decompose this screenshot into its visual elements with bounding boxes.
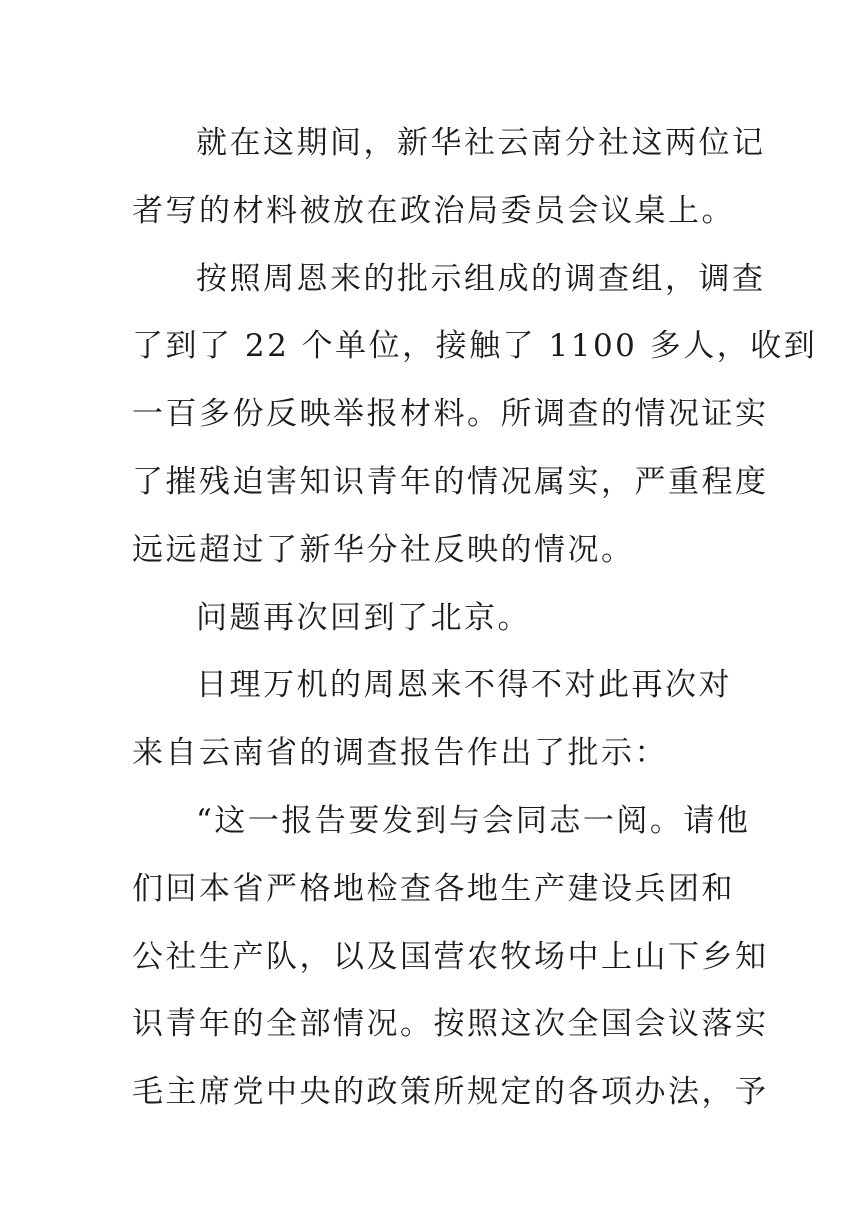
text-line: 来自云南省的调查报告作出了批示： bbox=[132, 735, 668, 772]
body-text bbox=[132, 110, 818, 1127]
text-line: 一百多份反映举报材料。所调查的情况证实 bbox=[132, 396, 769, 433]
text-line: 按照周恩来的批示组成的调查组，调查 bbox=[196, 260, 766, 297]
text-line: 识青年的全部情况。按照这次全国会议落实 bbox=[132, 1006, 769, 1043]
text-line: 毛主席党中央的政策所规定的各项办法，予 bbox=[132, 1074, 769, 1111]
text-line: 日理万机的周恩来不得不对此再次对 bbox=[196, 667, 732, 704]
text-line: 了到了 22 个单位，接触了 1100 多人，收到 bbox=[132, 328, 818, 365]
text-line: 了摧残迫害知识青年的情况属实，严重程度 bbox=[132, 463, 769, 500]
text-line: 问题再次回到了北京。 bbox=[196, 599, 531, 636]
text-line: 就在这期间，新华社云南分社这两位记 bbox=[196, 125, 766, 161]
text-line: 者写的材料被放在政治局委员会议桌上。 bbox=[132, 192, 735, 229]
text-line: 远远超过了新华分社反映的情况。 bbox=[132, 531, 635, 568]
text-line: “这一报告要发到与会同志一阅。请他 bbox=[196, 802, 751, 839]
text-line: 们回本省严格地检查各地生产建设兵团和 bbox=[132, 870, 735, 907]
text-line: 公社生产队，以及国营农牧场中上山下乡知 bbox=[132, 938, 769, 975]
